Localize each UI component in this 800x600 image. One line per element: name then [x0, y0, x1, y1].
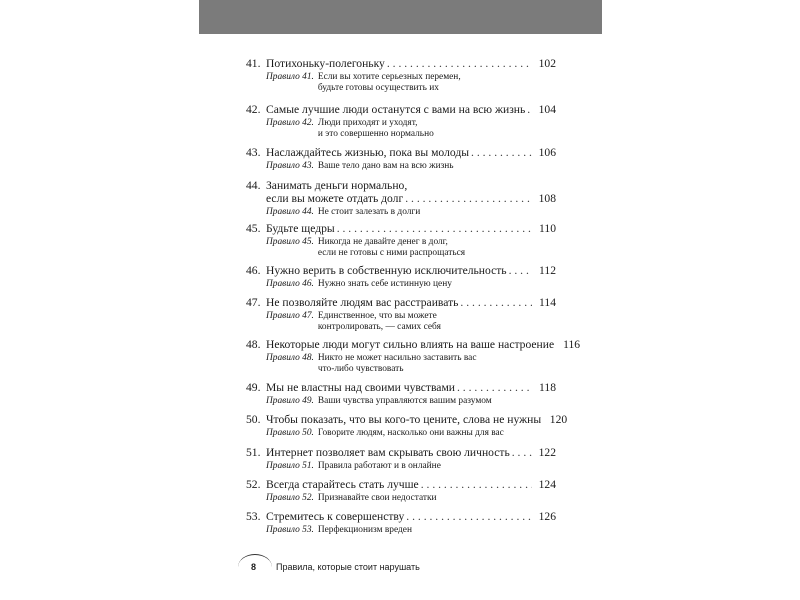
entry-title: Стремитесь к совершенству [266, 510, 405, 523]
toc-entry-46[interactable] [246, 264, 556, 290]
rule-text: Ваше тело дано вам на всю жизнь [317, 161, 454, 171]
rule-text: Единственное, что вы можете [317, 311, 437, 321]
dot-leader [421, 478, 532, 491]
entry-title: Наслаждайтесь жизнью, пока вы молоды [266, 146, 470, 159]
entry-number: 53. [246, 510, 261, 523]
rule-label: Правило 43. [266, 161, 314, 171]
rule-label: Правило 41. [266, 72, 314, 82]
entry-number: 44. [246, 179, 261, 192]
page-footer [238, 554, 498, 574]
toc-entry-50[interactable] [246, 413, 568, 439]
toc-entry-49[interactable] [246, 381, 556, 407]
rule-label: Правило 46. [266, 279, 314, 289]
entry-number: 46. [246, 264, 261, 277]
rule-text: Ваши чувства управляются вашим разумом [317, 396, 492, 406]
entry-title: Интернет позволяет вам скрывать свою личность [266, 446, 510, 459]
rule-text: Перфекционизм вреден [317, 525, 412, 535]
entry-page: 102 [538, 57, 556, 70]
rule-text: Люди приходят и уходят, [317, 118, 418, 128]
rule-label: Правило 53. [266, 525, 314, 535]
rule-text: Правила работают и в онлайне [317, 461, 441, 471]
entry-page: 126 [538, 510, 556, 523]
rule-label: Правило 48. [266, 353, 314, 363]
entry-page: 118 [539, 381, 556, 394]
rule-label: Правило 50. [266, 428, 314, 438]
rule-text: Говорите людям, насколько они важны для вас [317, 428, 504, 438]
dot-leader [527, 103, 532, 116]
entry-page: 108 [538, 192, 556, 205]
entry-number: 50. [246, 413, 261, 426]
entry-page: 122 [538, 446, 556, 459]
rule-label: Правило 45. [266, 237, 314, 247]
entry-page: 110 [539, 222, 556, 235]
rule-text: Если вы хотите серьезных перемен, [317, 72, 461, 82]
entry-number: 42. [246, 103, 261, 116]
entry-title-continued: если вы можете отдать долг [266, 192, 404, 205]
rule-text: Никто не может насильно заставить вас [317, 353, 477, 363]
entry-title: Занимать деньги нормально, [266, 179, 408, 192]
rule-label: Правило 42. [266, 118, 314, 128]
rule-text: Нужно знать себе истинную цену [317, 279, 452, 289]
rule-text: если не готовы с ними распрощаться [317, 248, 466, 258]
entry-number: 48. [246, 338, 261, 351]
dot-leader [460, 296, 532, 309]
entry-page: 104 [538, 103, 556, 116]
entry-title: Нужно верить в собственную исключительность [266, 264, 507, 277]
dot-leader [405, 192, 532, 205]
rule-text: и это совершенно нормально [317, 129, 434, 139]
entry-title: Чтобы показать, что вы кого-то цените, слова не нужны [266, 413, 542, 426]
entry-page: 112 [539, 264, 556, 277]
running-book-title: Правила, которые стоит нарушать [276, 562, 420, 572]
dot-leader [512, 446, 532, 459]
rule-label: Правило 52. [266, 493, 314, 503]
entry-number: 41. [246, 57, 261, 70]
entry-title: Всегда старайтесь стать лучше [266, 478, 419, 491]
entry-number: 47. [246, 296, 261, 309]
rule-label: Правило 51. [266, 461, 314, 471]
entry-page: 116 [563, 338, 581, 351]
entry-number: 52. [246, 478, 261, 491]
dot-leader [387, 57, 532, 70]
entry-page: 120 [549, 413, 568, 426]
entry-title: Самые лучшие люди останутся с вами на всю жизнь [266, 103, 526, 116]
entry-title: Потихоньку-полегоньку [266, 57, 385, 70]
rule-text: Признавайте свои недостатки [317, 493, 437, 503]
toc-entry-53[interactable] [246, 510, 556, 536]
toc-entry-42[interactable] [246, 103, 556, 140]
entry-number: 49. [246, 381, 261, 394]
toc-entry-41[interactable] [246, 57, 556, 94]
entry-number: 51. [246, 446, 261, 459]
rule-text: что-либо чувствовать [317, 364, 404, 374]
dot-leader [457, 381, 532, 394]
entry-number: 45. [246, 222, 261, 235]
entry-number: 43. [246, 146, 261, 159]
toc-entry-52[interactable] [246, 478, 556, 504]
rule-text: будьте готовы осуществить их [317, 83, 439, 93]
dot-leader [406, 510, 532, 523]
rule-text: Не стоит залезать в долги [317, 207, 421, 217]
entry-title: Некоторые люди могут сильно влиять на ваше настроение [266, 338, 555, 351]
dot-leader [471, 146, 532, 159]
toc-entry-47[interactable] [246, 296, 556, 333]
entry-title: Мы не властны над своими чувствами [266, 381, 455, 394]
top-gray-band [199, 0, 602, 34]
entry-page: 124 [538, 478, 556, 491]
toc-entry-45[interactable] [246, 222, 556, 259]
toc-entry-48[interactable] [246, 338, 581, 375]
rule-label: Правило 49. [266, 396, 314, 406]
dot-leader [509, 264, 532, 277]
toc-entry-44[interactable] [246, 179, 556, 218]
entry-page: 114 [539, 296, 556, 309]
page-number: 8 [251, 562, 257, 572]
dot-leader [337, 222, 532, 235]
rule-text: Никогда не давайте денег в долг, [317, 237, 448, 247]
entry-page: 106 [538, 146, 556, 159]
toc-entry-43[interactable] [246, 146, 556, 172]
rule-text: контролировать, — самих себя [317, 322, 441, 332]
toc-entry-51[interactable] [246, 446, 556, 472]
entry-title: Будьте щедры [266, 222, 335, 235]
rule-label: Правило 44. [266, 207, 314, 217]
rule-label: Правило 47. [266, 311, 314, 321]
entry-title: Не позволяйте людям вас расстраивать [266, 296, 459, 309]
